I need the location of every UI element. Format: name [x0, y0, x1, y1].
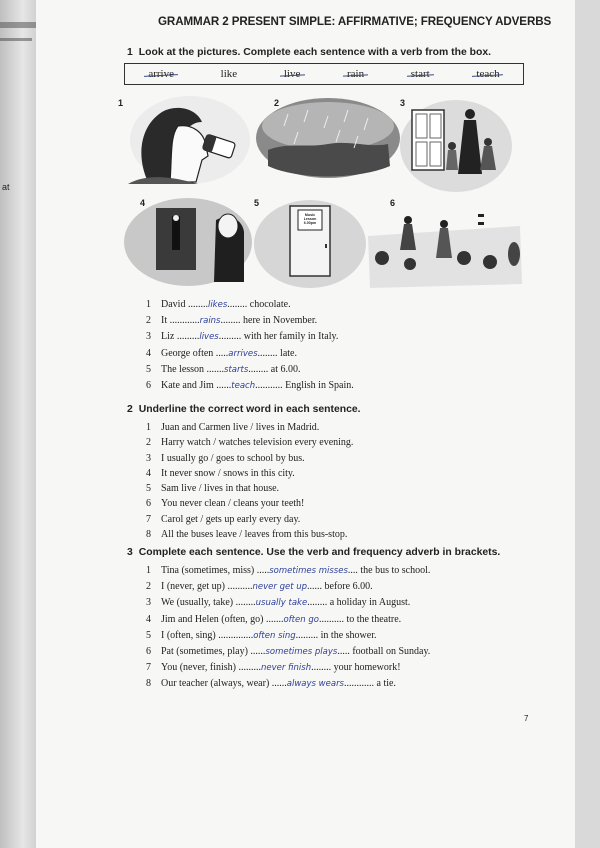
list-item: 6 Kate and Jim ......teach........... English in Spain. [146, 380, 354, 392]
page-title: GRAMMAR 2 PRESENT SIMPLE: AFFIRMATIVE; FREQUENCY ADVERBS [158, 15, 552, 28]
binding-mark-2 [0, 38, 32, 41]
exercise-number: 2 [127, 404, 133, 415]
handwritten-answer: often sing [253, 630, 296, 641]
music-lesson-sign: Music Lesson 6.00pm [303, 213, 317, 225]
picture-number: 1 [118, 98, 124, 108]
list-item: 2 I (never, get up) ..........never get up...... before 6.00. [146, 581, 373, 593]
binding-mark [0, 22, 36, 28]
list-item: 3 We (usually, take) ........usually take........ a holiday in August. [146, 597, 411, 609]
picture-number: 2 [274, 98, 280, 108]
handwritten-answer: rains [199, 316, 221, 327]
box-word: rain [347, 68, 364, 80]
list-item: 8 Our teacher (always, wear) ......always wears............ a tie. [146, 678, 396, 690]
box-word: live [284, 68, 301, 80]
list-item: 1 Juan and Carmen live / lives in Madrid. [146, 422, 320, 433]
list-item: 4 It never snow / snows in this city. [146, 467, 295, 479]
illustrations [118, 96, 528, 296]
handwritten-answer: always wears [286, 679, 344, 690]
list-item: 4 George often .....arrives........ late. [146, 347, 297, 359]
exercise-instruction: Look at the pictures. Complete each sentence with a verb from the box. [138, 47, 491, 58]
list-item: 4 Jim and Helen (often, go) .......often go.......... to the theatre. [146, 613, 402, 625]
list-item: 8 All the buses leave / leaves from this bus-stop. [146, 529, 348, 541]
list-item: 2 Harry watch / watches television every evening. [146, 437, 354, 449]
exercise-3-items [146, 563, 430, 693]
picture-1 [128, 96, 250, 184]
list-item: 6 You never clean / cleans your teeth! [146, 498, 305, 510]
picture-3 [400, 100, 512, 192]
handwritten-answer: starts [224, 364, 249, 375]
list-item: 2 It ............rains........ here in November. [146, 315, 318, 327]
handwritten-answer: often go [283, 614, 319, 625]
box-word: like [220, 68, 238, 80]
list-item: 7 You (never, finish) .........never finish........ your homework! [146, 662, 401, 674]
picture-number: 3 [400, 98, 406, 108]
gutter-text: at [2, 182, 10, 192]
exercise-number: 3 [127, 547, 133, 558]
handwritten-answer: likes [207, 300, 228, 310]
list-item: 3 Liz .........lives......... with her family in Italy. [146, 331, 339, 343]
box-word: teach [476, 68, 499, 80]
picture-number: 4 [140, 198, 146, 208]
handwritten-answer: sometimes misses [269, 566, 348, 576]
list-item: 5 The lesson .......starts........ at 6.00. [146, 363, 301, 375]
list-item: 6 Pat (sometimes, play) ......sometimes plays..... football on Sunday. [146, 646, 431, 658]
list-item: 5 Sam live / lives in that house. [146, 483, 280, 495]
exercise-instruction: Complete each sentence. Use the verb and frequency adverb in brackets. [138, 547, 501, 558]
handwritten-answer: lives [199, 332, 219, 343]
handwritten-answer: arrives [228, 348, 258, 359]
handwritten-answer: usually take [255, 598, 308, 609]
list-item: 1 Tina (sometimes, miss) .....sometimes misses.... the bus to school. [146, 565, 431, 576]
list-item: 7 Carol get / gets up early every day. [146, 513, 301, 525]
exercise-2-heading [127, 404, 361, 415]
exercise-2-items [146, 420, 353, 542]
exercise-1-heading [127, 47, 491, 58]
list-item: 5 I (often, sing) ..............often sing......... in the shower. [146, 629, 377, 641]
handwritten-answer: teach [231, 381, 256, 392]
list-item: 3 I usually go / goes to school by bus. [146, 452, 305, 464]
exercise-1-items [146, 297, 354, 394]
exercise-number: 1 [127, 47, 133, 58]
picture-2 [256, 98, 400, 178]
illustration-art [118, 96, 528, 296]
page-number: 7 [524, 714, 529, 723]
exercise-3-heading [127, 547, 500, 558]
book-gutter [0, 0, 38, 848]
list-item: 1 David ........likes........ chocolate. [146, 299, 291, 310]
handwritten-answer: sometimes plays [265, 647, 338, 658]
picture-number: 5 [254, 198, 260, 208]
picture-4 [124, 198, 252, 286]
box-word: start [411, 68, 430, 80]
word-box [124, 63, 524, 85]
handwritten-answer: never finish [260, 663, 312, 674]
picture-number: 6 [390, 198, 396, 208]
box-word: arrive [148, 68, 174, 80]
exercise-instruction: Underline the correct word in each sentence. [138, 404, 361, 415]
handwritten-answer: never get up [252, 582, 308, 593]
picture-6 [368, 214, 522, 288]
